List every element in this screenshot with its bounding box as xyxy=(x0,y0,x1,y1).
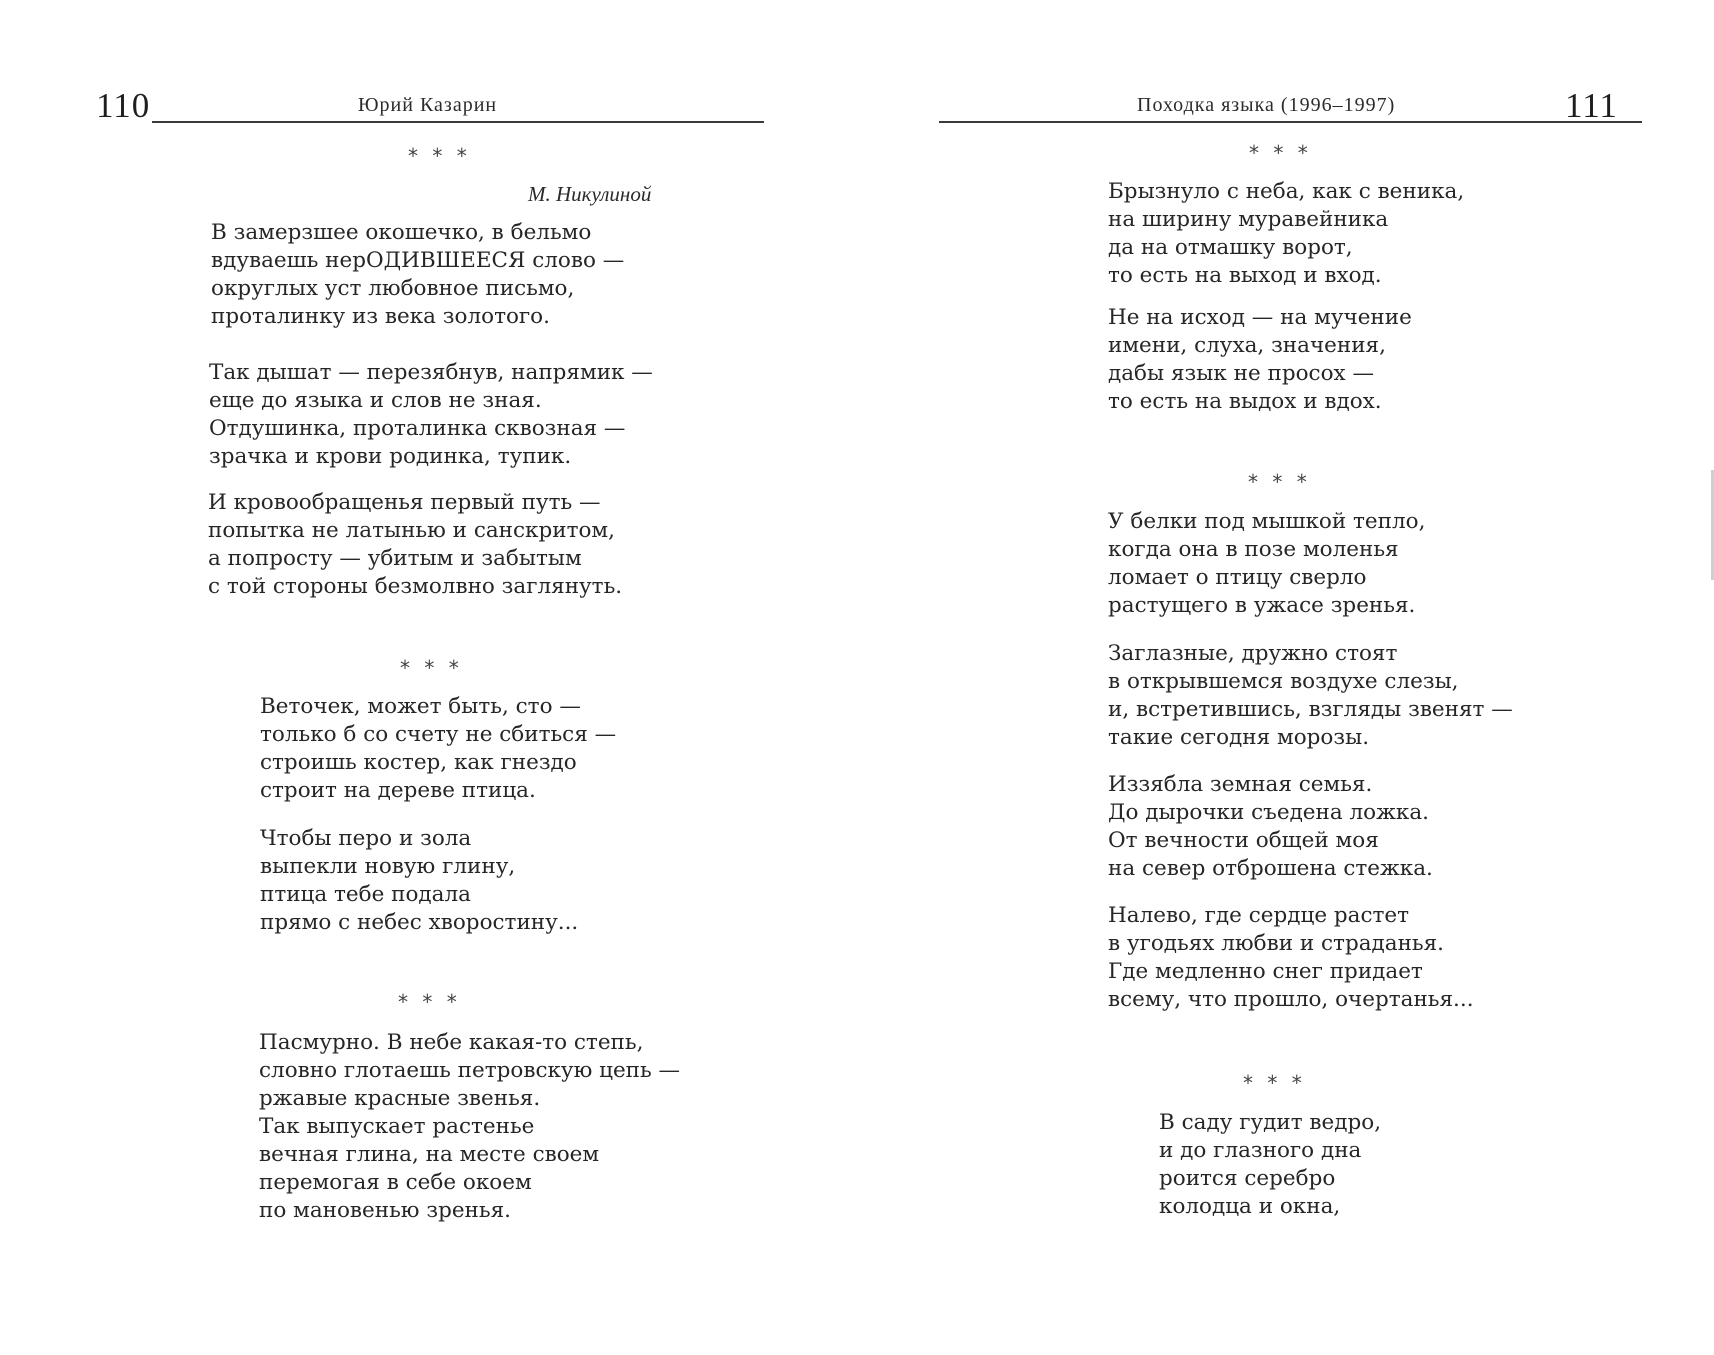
verse-line: когда она в позе моленья xyxy=(1108,537,1399,562)
verse-line: Где медленно снег придает xyxy=(1108,959,1423,984)
verse-line: на север отброшена стежка. xyxy=(1108,856,1433,881)
verse-line: только б со счету не сбиться — xyxy=(260,722,617,747)
verse-line: Отдушинка, проталинка сквозная — xyxy=(209,416,626,441)
verse-line: да на отмашку ворот, xyxy=(1108,235,1353,260)
verse-line: с той стороны безмолвно заглянуть. xyxy=(208,574,623,599)
verse-line: всему, что прошло, очертанья... xyxy=(1108,987,1474,1012)
stanza xyxy=(1108,771,1433,883)
verse-line: Так дышат — перезябнув, напрямик — xyxy=(209,360,653,385)
right-page xyxy=(857,0,1714,1355)
poem-separator-stars: * * * xyxy=(408,144,471,168)
header-rule xyxy=(152,121,764,123)
verse-line: зрачка и крови родинка, тупик. xyxy=(209,444,572,469)
verse-line: имени, слуха, значения, xyxy=(1108,333,1386,358)
verse-line: В саду гудит ведро, xyxy=(1159,1110,1382,1135)
poem-separator-stars: * * * xyxy=(398,990,461,1014)
verse-line: то есть на выход и вход. xyxy=(1108,263,1382,288)
stanza xyxy=(1108,902,1474,1014)
verse-line: вечная глина, на месте своем xyxy=(259,1142,600,1167)
verse-line: ломает о птицу сверло xyxy=(1108,565,1367,590)
verse-line: И кровообращенья первый путь — xyxy=(208,490,601,515)
verse-line: строит на дереве птица. xyxy=(260,778,536,803)
verse-line: то есть на выдох и вдох. xyxy=(1108,389,1382,414)
stanza xyxy=(1108,640,1513,752)
verse-line: и, встретившись, взгляды звенят — xyxy=(1108,697,1513,722)
verse-line: еще до языка и слов не зная. xyxy=(209,388,542,413)
verse-line: Чтобы перо и зола xyxy=(260,826,472,851)
stanza xyxy=(1159,1109,1381,1221)
verse-line: До дырочки съедена ложка. xyxy=(1108,800,1429,825)
running-head-title: Походка языка (1996–1997) xyxy=(1137,94,1396,116)
stanza xyxy=(1108,304,1412,416)
stanza xyxy=(208,489,622,601)
verse-line: вдуваешь нерОДИВШЕЕСЯ слово — xyxy=(211,248,625,273)
verse-line: растущего в ужасе зренья. xyxy=(1108,593,1416,618)
page-number: 111 xyxy=(1565,86,1618,125)
stanza xyxy=(260,693,616,805)
stanza xyxy=(260,825,578,937)
verse-line: роится серебро xyxy=(1159,1166,1336,1191)
poem-separator-stars: * * * xyxy=(1243,1071,1306,1095)
verse-line: округлых уст любовное письмо, xyxy=(211,276,575,301)
running-head-author: Юрий Казарин xyxy=(358,94,498,116)
verse-line: Заглазные, дружно стоят xyxy=(1108,641,1398,666)
poem-separator-stars: * * * xyxy=(1249,141,1312,165)
verse-line: Так выпускает растенье xyxy=(259,1114,535,1139)
stanza xyxy=(259,1029,680,1225)
verse-line: в открывшемся воздухе слезы, xyxy=(1108,669,1459,694)
verse-line: по мановенью зренья. xyxy=(259,1198,511,1223)
verse-line: дабы язык не просох — xyxy=(1108,361,1374,386)
verse-line: ржавые красные звенья. xyxy=(259,1086,541,1111)
verse-line: строишь костер, как гнездо xyxy=(260,750,577,775)
verse-line: У белки под мышкой тепло, xyxy=(1108,509,1426,534)
poem-separator-stars: * * * xyxy=(1248,470,1311,494)
stanza xyxy=(1108,178,1464,290)
verse-line: Пасмурно. В небе какая-то степь, xyxy=(259,1030,644,1055)
verse-line: прямо с небес хворостину... xyxy=(260,910,579,935)
verse-line: От вечности общей моя xyxy=(1108,828,1379,853)
verse-line: птица тебе подала xyxy=(260,882,471,907)
verse-line: В замерзшее окошечко, в бельмо xyxy=(211,220,592,245)
verse-line: на ширину муравейника xyxy=(1108,207,1389,232)
verse-line: Не на исход — на мучение xyxy=(1108,305,1412,330)
poem-separator-stars: * * * xyxy=(400,656,463,680)
stanza xyxy=(209,359,653,471)
verse-line: проталинку из века золотого. xyxy=(211,304,550,329)
page-number: 110 xyxy=(96,86,151,125)
verse-line: Налево, где сердце растет xyxy=(1108,903,1410,928)
header-rule xyxy=(939,121,1642,123)
dedication: М. Никулиной xyxy=(528,182,652,206)
verse-line: в угодьях любви и страданья. xyxy=(1108,931,1445,956)
verse-line: такие сегодня морозы. xyxy=(1108,725,1370,750)
stanza xyxy=(1108,508,1425,620)
verse-line: перемогая в себе окоем xyxy=(259,1170,532,1195)
verse-line: а попросту — убитым и забытым xyxy=(208,546,582,571)
verse-line: Веточек, может быть, сто — xyxy=(260,694,581,719)
stanza xyxy=(211,219,624,331)
verse-line: и до глазного дна xyxy=(1159,1138,1362,1163)
verse-line: выпекли новую глину, xyxy=(260,854,516,879)
verse-line: словно глотаешь петровскую цепь — xyxy=(259,1058,681,1083)
verse-line: Иззябла земная семья. xyxy=(1108,772,1373,797)
verse-line: колодца и окна, xyxy=(1159,1194,1341,1219)
verse-line: попытка не латынью и санскритом, xyxy=(208,518,615,543)
verse-line: Брызнуло с неба, как с веника, xyxy=(1108,179,1465,204)
